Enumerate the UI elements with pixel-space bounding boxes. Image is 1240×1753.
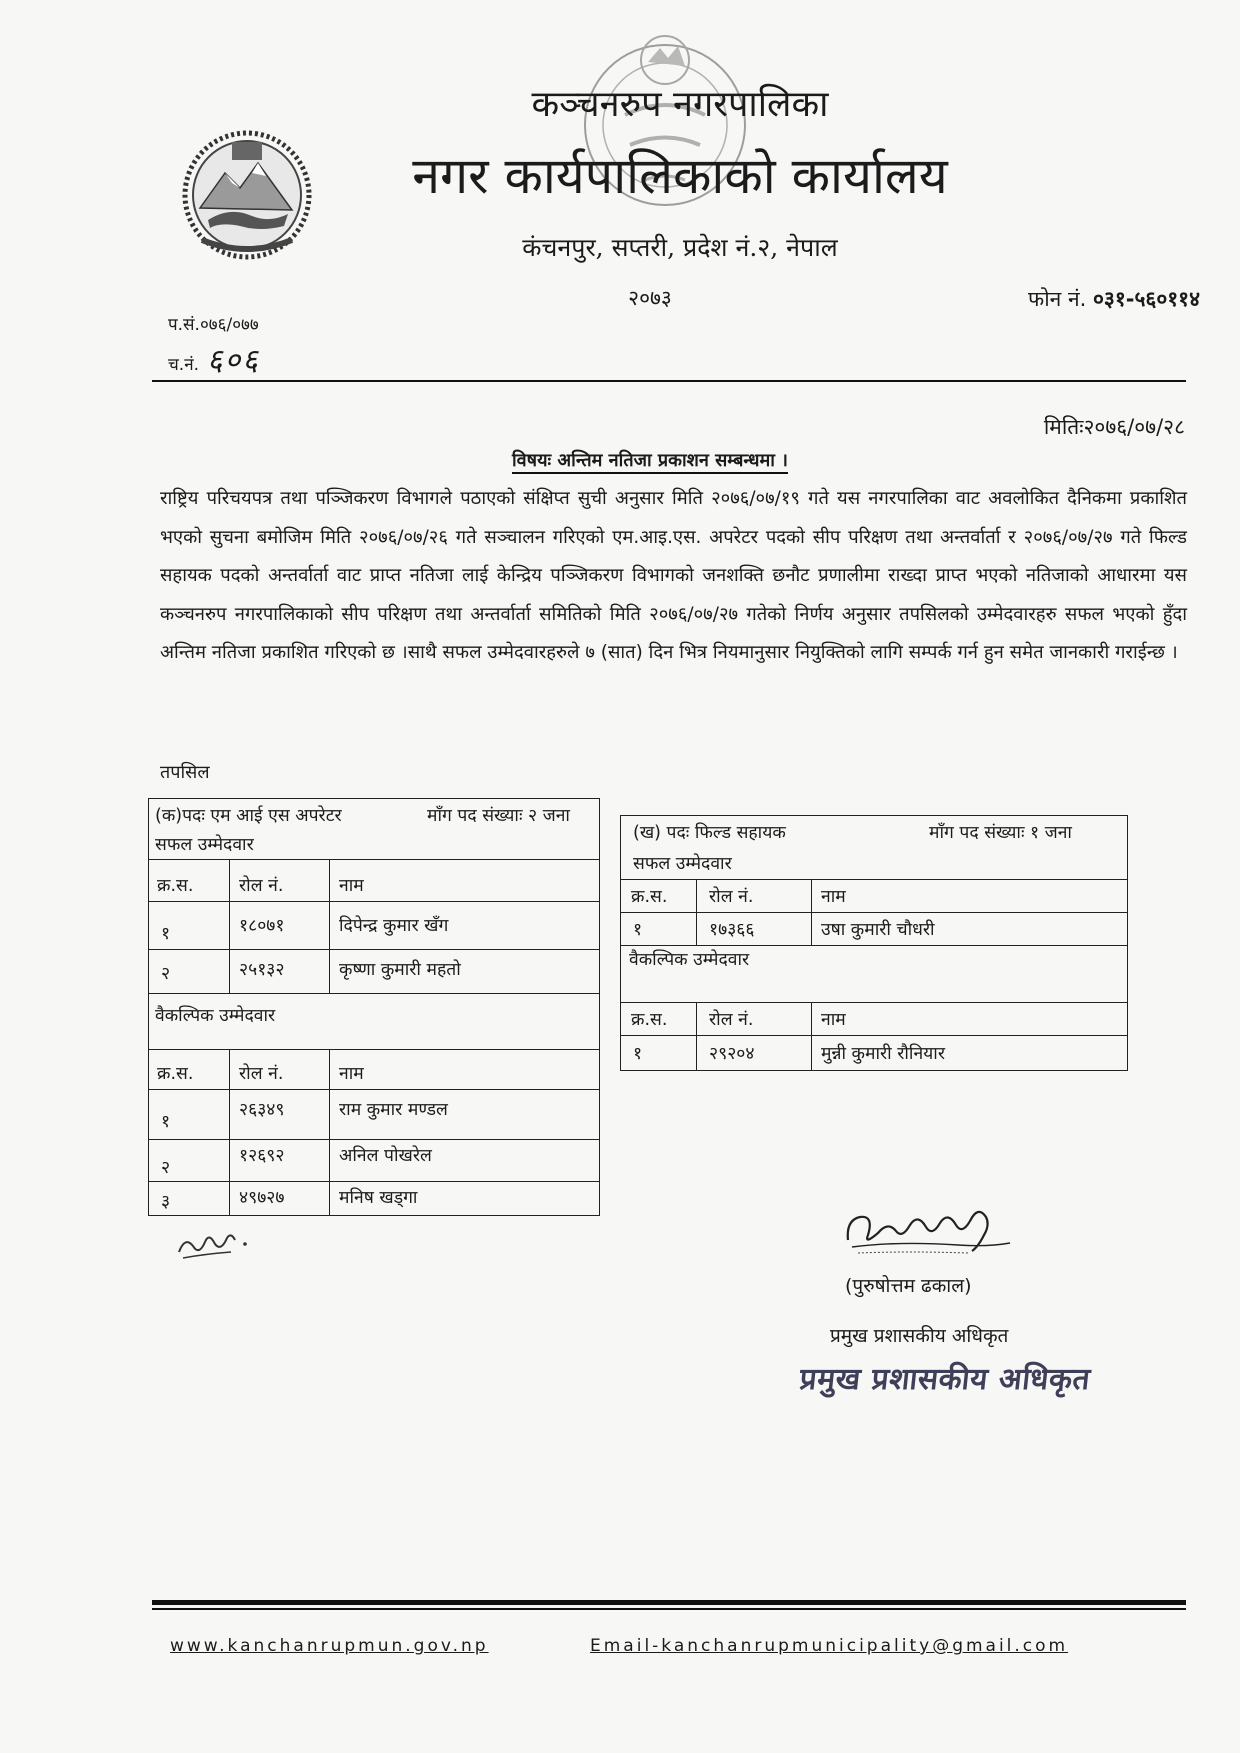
table-row-divider (149, 1181, 599, 1182)
cell-serial: २ (161, 964, 171, 984)
letter-date: मितिः२०७६/०७/२८ (1043, 415, 1185, 439)
success-label: सफल उम्मेदवार (155, 835, 254, 855)
cell-roll: २९२०४ (709, 1044, 755, 1064)
municipality-name: कञ्चनरुप नगरपालिका (531, 84, 829, 125)
letter-subject (360, 448, 940, 472)
dispatch-value: ६०६ (207, 343, 260, 378)
cell-serial: २ (161, 1158, 171, 1178)
success-label: सफल उम्मेदवार (633, 854, 732, 874)
table-col-divider (329, 859, 330, 993)
cell-name: मुन्नी कुमारी रौनियार (821, 1044, 946, 1064)
table-field-assistant (620, 815, 1128, 1071)
table-row-divider (621, 945, 1127, 946)
handwritten-initials (175, 1222, 255, 1267)
header-name: नाम (821, 1010, 846, 1030)
signatory-name: (पुरुषोत्तम ढकाल) (845, 1275, 972, 1297)
table-row-divider (149, 949, 599, 950)
post-title: (क)पदः एम आई एस अपरेटर (155, 806, 342, 826)
table-col-divider (229, 859, 230, 993)
designation-stamp: प्रमुख प्रशासकीय अधिकृत (797, 1362, 1093, 1397)
header-serial: क्र.स. (157, 1064, 194, 1084)
table-row-divider (149, 859, 599, 860)
table-col-divider (811, 879, 812, 945)
demand-count: माँग पद संख्याः २ जना (427, 806, 570, 826)
cell-serial: १ (633, 1044, 643, 1064)
cell-serial: १ (633, 920, 643, 940)
signatory-title: प्रमुख प्रशासकीय अधिकृत (830, 1325, 1009, 1347)
office-title: नगर कार्यपालिकाको कार्यालय (412, 147, 948, 205)
dispatch-label: च.नं. (168, 355, 200, 375)
table-row-divider (149, 901, 599, 902)
cell-roll: १२६९२ (239, 1146, 285, 1166)
header-roll: रोल नं. (239, 876, 284, 896)
cell-serial: १ (161, 1112, 171, 1132)
dispatch-number (168, 338, 260, 379)
table-mis-operator (148, 798, 600, 1216)
established-year: २०७३ (628, 286, 672, 310)
email-link[interactable]: Email-kanchanrupmunicipality@gmail.com (590, 1636, 1069, 1656)
header-roll: रोल नं. (239, 1064, 284, 1084)
header-serial: क्र.स. (157, 876, 194, 896)
table-col-divider (696, 879, 697, 945)
cell-serial: १ (161, 924, 171, 944)
subject-text: विषयः अन्तिम नतिजा प्रकाशन सम्बन्धमा । (512, 450, 788, 474)
signature-image (838, 1195, 1018, 1270)
phone-line (880, 285, 1200, 313)
table-col-divider (811, 1002, 812, 1070)
table-row-divider (149, 1049, 599, 1050)
header-name: नाम (821, 887, 846, 907)
fiscal-year-ref: प.सं.०७६/०७७ (168, 315, 259, 335)
details-heading: तपसिल (160, 762, 210, 783)
demand-count: माँग पद संख्याः १ जना (929, 823, 1072, 843)
table-col-divider (329, 1049, 330, 1215)
table-row-divider (149, 993, 599, 994)
cell-name: मनिष खड्गा (339, 1188, 418, 1208)
cell-roll: १७३६६ (709, 920, 755, 940)
header-name: नाम (339, 876, 364, 896)
footer-divider-thick (152, 1600, 1186, 1605)
office-address: कंचनपुर, सप्तरी, प्रदेश नं.२, नेपाल (522, 233, 838, 262)
header-divider (152, 380, 1186, 382)
table-col-divider (696, 1002, 697, 1070)
website-link[interactable]: www.kanchanrupmun.gov.np (170, 1636, 489, 1656)
header-roll: रोल नं. (709, 1010, 754, 1030)
header-serial: क्र.स. (631, 1010, 668, 1030)
cell-name: उषा कुमारी चौधरी (821, 920, 935, 940)
cell-roll: १८०७१ (239, 916, 285, 936)
header-serial: क्र.स. (631, 887, 668, 907)
cell-name: राम कुमार मण्डल (339, 1100, 448, 1120)
alternate-label: वैकल्पिक उम्मेदवार (629, 950, 750, 970)
phone-label: फोन नं. (1028, 287, 1087, 311)
cell-roll: २५१३२ (239, 960, 285, 980)
cell-serial: ३ (161, 1192, 171, 1212)
nepal-emblem-icon (180, 128, 315, 263)
table-row-divider (149, 1089, 599, 1090)
cell-name: कृष्णा कुमारी महतो (339, 960, 461, 980)
footer-divider-thin (152, 1608, 1186, 1610)
phone-number: ०३१-५६०११४ (1093, 287, 1200, 311)
cell-roll: २६३४९ (239, 1100, 285, 1120)
cell-name: अनिल पोखरेल (339, 1146, 432, 1166)
header-name: नाम (339, 1064, 364, 1084)
table-col-divider (229, 1049, 230, 1215)
table-row-divider (149, 1139, 599, 1140)
cell-roll: ४९७२७ (239, 1188, 285, 1208)
alternate-label: वैकल्पिक उम्मेदवार (155, 1006, 276, 1026)
header-roll: रोल नं. (709, 887, 754, 907)
letter-body: राष्ट्रिय परिचयपत्र तथा पञ्जिकरण विभागले पठाएको संक्षिप्त सुची अनुसार मिति २०७६/०७/१९ गते यस नगरपालिका वाट अवलोकित दैनिकमा प्रकाशित भएको सुचना बमोजिम मिति २०७६/०७/२६ गते सञ्चालन गरिएको एम.आइ.एस. अपरेटर पदको सीप परिक्षण तथा अन्तर्वार्ता र २०७६/०७/२७ गते फिल्ड सहायक पदको अन्तर्वार्ता वाट प्राप्त नतिजा लाई केन्द्रिय पञ्जिकरण विभागको जनशक्ति छनौट प्रणालीमा राख्दा प्राप्त भएको नतिजाको आधारमा यस कञ्चनरुप नगरपालिकाको सीप परिक्षण तथा अन्तर्वार्ता समितिको मिति २०७६/०७/२७ गतेको निर्णय अनुसार तपसिलको उम्मेदवारहरु सफल भएको हुँदा अन्तिम नतिजा प्रकाशित गरिएको छ ।साथै सफल उम्मेदवारहरुले ७ (सात) दिन भित्र नियमानुसार नियुक्तिको लागि सम्पर्क गर्न हुन समेत जानकारी गराईन्छ । (160, 488, 1187, 663)
post-title: (ख) पदः फिल्ड सहायक (633, 823, 786, 843)
cell-name: दिपेन्द्र कुमार खँग (339, 916, 449, 936)
